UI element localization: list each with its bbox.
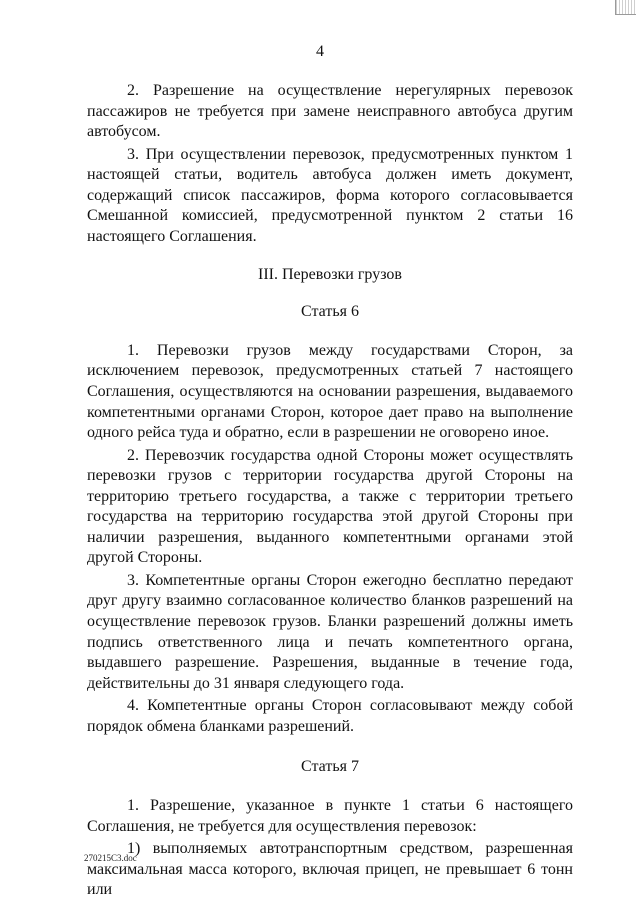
paragraph-cargo-permission: 1. Перевозки грузов между государствами Сторон, за исключением перевозок, предусмотренных статьей 7 настоящего Соглашения, осуществляются на основании разрешения, выдаваемого компетентными органами Сторон, которое дает право на выполнение одного рейса туда и обратно, если в разрешении не оговорено иное. [87,341,573,442]
paragraph-passenger-list: 3. При осуществлении перевозок, предусмотренных пунктом 1 настоящей статьи, водитель автобуса должен иметь документ, содержащий список пассажиров, форма которого согласовывается Смешанной комиссией, предусмотренной пунктом 2 статьи 16 настоящего Соглашения. [87,145,573,245]
paragraph-exemption-item-1: 1) выполняемых автотранспортным средством, разрешенная максимальная масса которого, включая прицеп, не превышает 6 тонн или [87,839,573,899]
footer-document-code: 270215C3.doc [84,853,137,863]
paragraph-permit-exchange: 4. Компетентные органы Сторон согласовывают между собой порядок обмена бланками разрешений. [87,697,573,735]
document-body [87,81,573,903]
paragraph-permit-forms: 3. Компетентные органы Сторон ежегодно бесплатно передают друг другу взаимно согласованное количество бланков разрешений на осуществление перевозок грузов. Бланки разрешений должны иметь подпись ответственного лица и печать компетентного органа, выдавшего разрешение. Разрешения, выданные в течение года, действительны до 31 января следующего года. [87,571,573,692]
page-number: 4 [316,43,324,60]
paragraph-third-country-cargo: 2. Перевозчик государства одной Стороны может осуществлять перевозки грузов с территории государства другой Стороны на территорию третьего государства, а также с территории третьего государства на территорию государства этой другой Стороны при наличии разрешения, выданного компетентными органами этой другой Стороны. [87,446,573,567]
section-heading: III. Перевозки грузов [258,265,402,283]
paragraph-permission-replacement-bus: 2. Разрешение на осуществление нерегулярных перевозок пассажиров не требуется при замене неисправного автобуса другим автобусом. [87,82,573,141]
article-heading: Статья 6 [301,303,359,321]
paragraph-permission-exemption: 1. Разрешение, указанное в пункте 1 статьи 6 настоящего Соглашения, не требуется для осуществления перевозок: [87,797,573,835]
article-heading: Статья 7 [301,758,359,776]
scan-corner-mark [615,0,636,15]
